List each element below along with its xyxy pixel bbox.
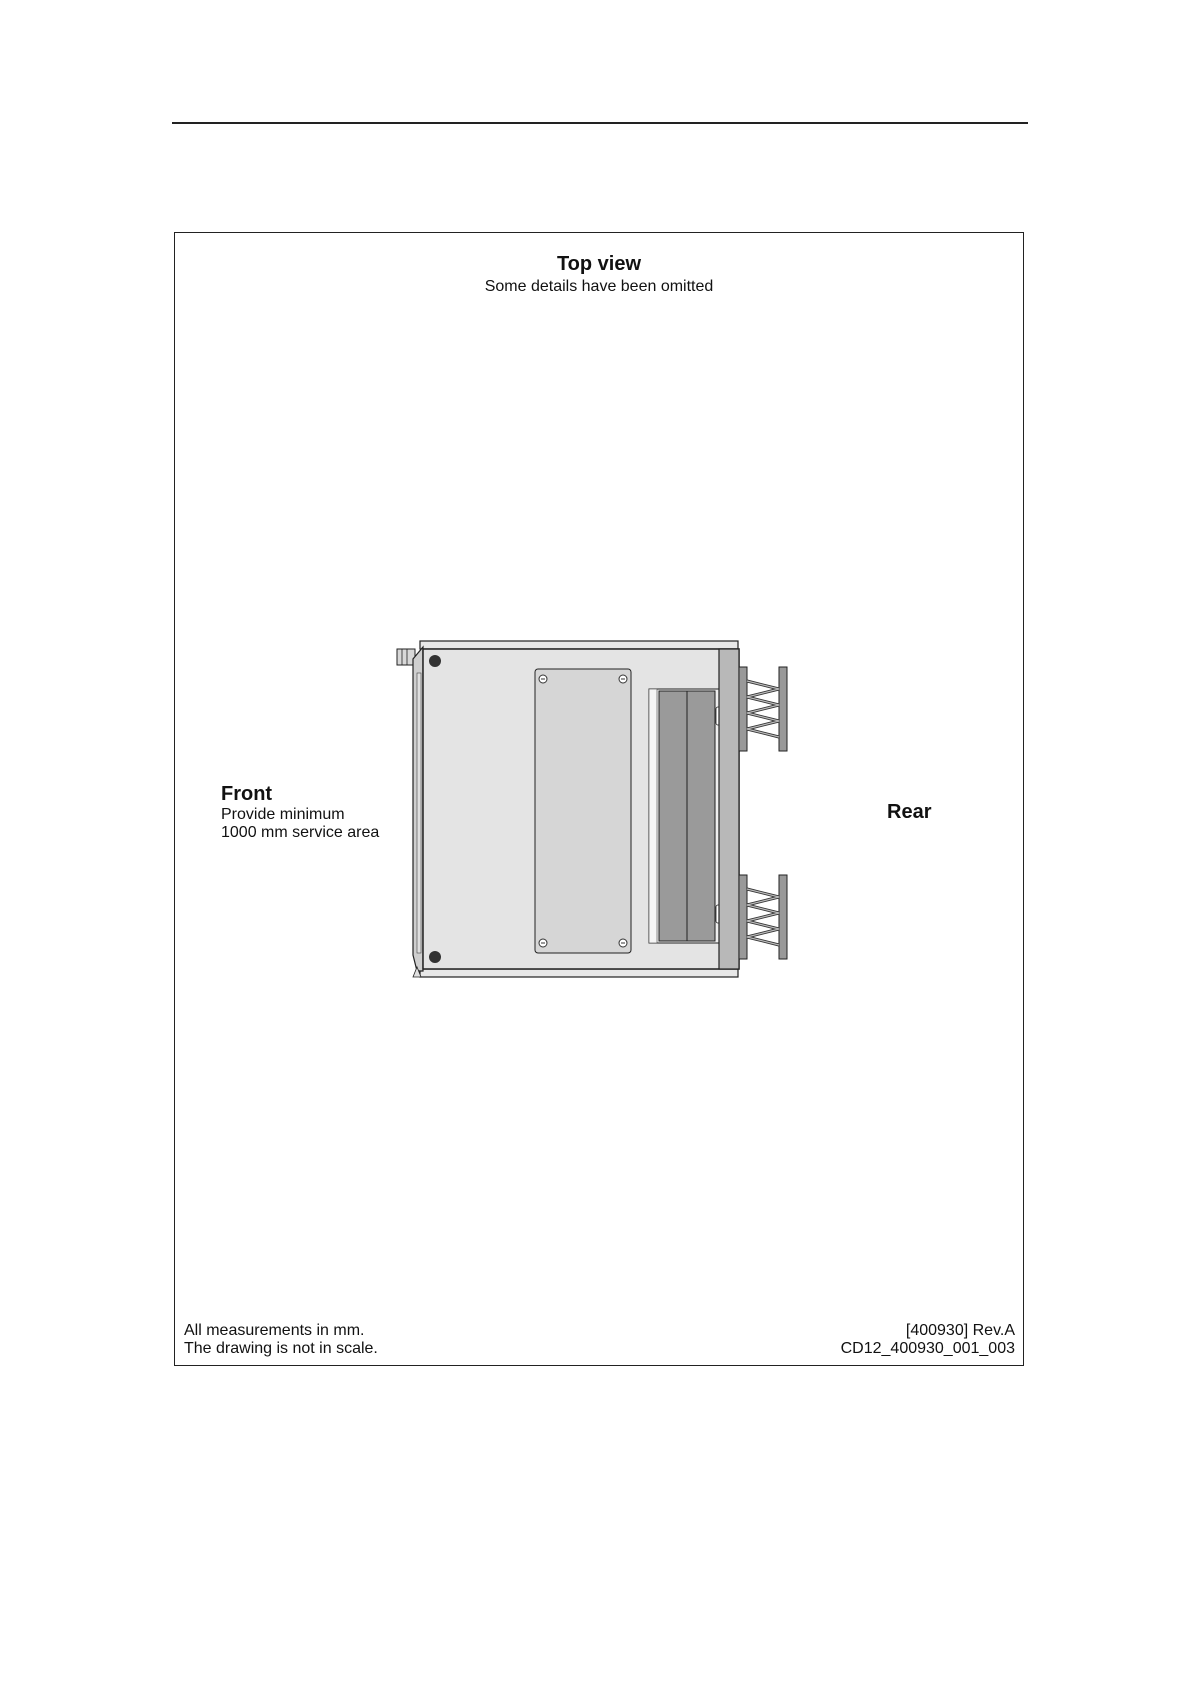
front-note-line1: Provide minimum	[221, 806, 345, 823]
unit-top-view-drawing	[393, 637, 813, 997]
shock-mount-icon	[739, 875, 787, 959]
corner-screw-icon	[429, 951, 441, 963]
footer-revision: [400930] Rev.A	[905, 1322, 1015, 1339]
rear-module-right	[687, 691, 715, 941]
footer-reference	[841, 1322, 1015, 1358]
bottom-rail	[420, 969, 738, 977]
access-panel	[535, 669, 631, 953]
footer-units-note: All measurements in mm.	[184, 1322, 365, 1339]
figure-title: Top view	[556, 253, 642, 275]
shock-mount-icon	[739, 667, 787, 751]
drawing-frame	[174, 232, 1024, 1366]
footer-notes	[184, 1322, 378, 1358]
rear-plate	[719, 649, 739, 969]
corner-screw-icon	[429, 655, 441, 667]
top-rail	[420, 641, 738, 649]
front-latch	[397, 649, 415, 665]
front-note-line2: 1000 mm service area	[221, 824, 380, 841]
front-label-block	[221, 782, 379, 842]
rear-label: Rear	[887, 801, 932, 823]
footer-scale-note: The drawing is not in scale.	[184, 1340, 378, 1357]
header-rule	[172, 122, 1028, 124]
footer-drawing-id: CD12_400930_001_003	[840, 1340, 1015, 1357]
rear-module-left	[659, 691, 687, 941]
figure-subtitle: Some details have been omitted	[484, 278, 714, 295]
front-label: Front	[221, 783, 273, 805]
